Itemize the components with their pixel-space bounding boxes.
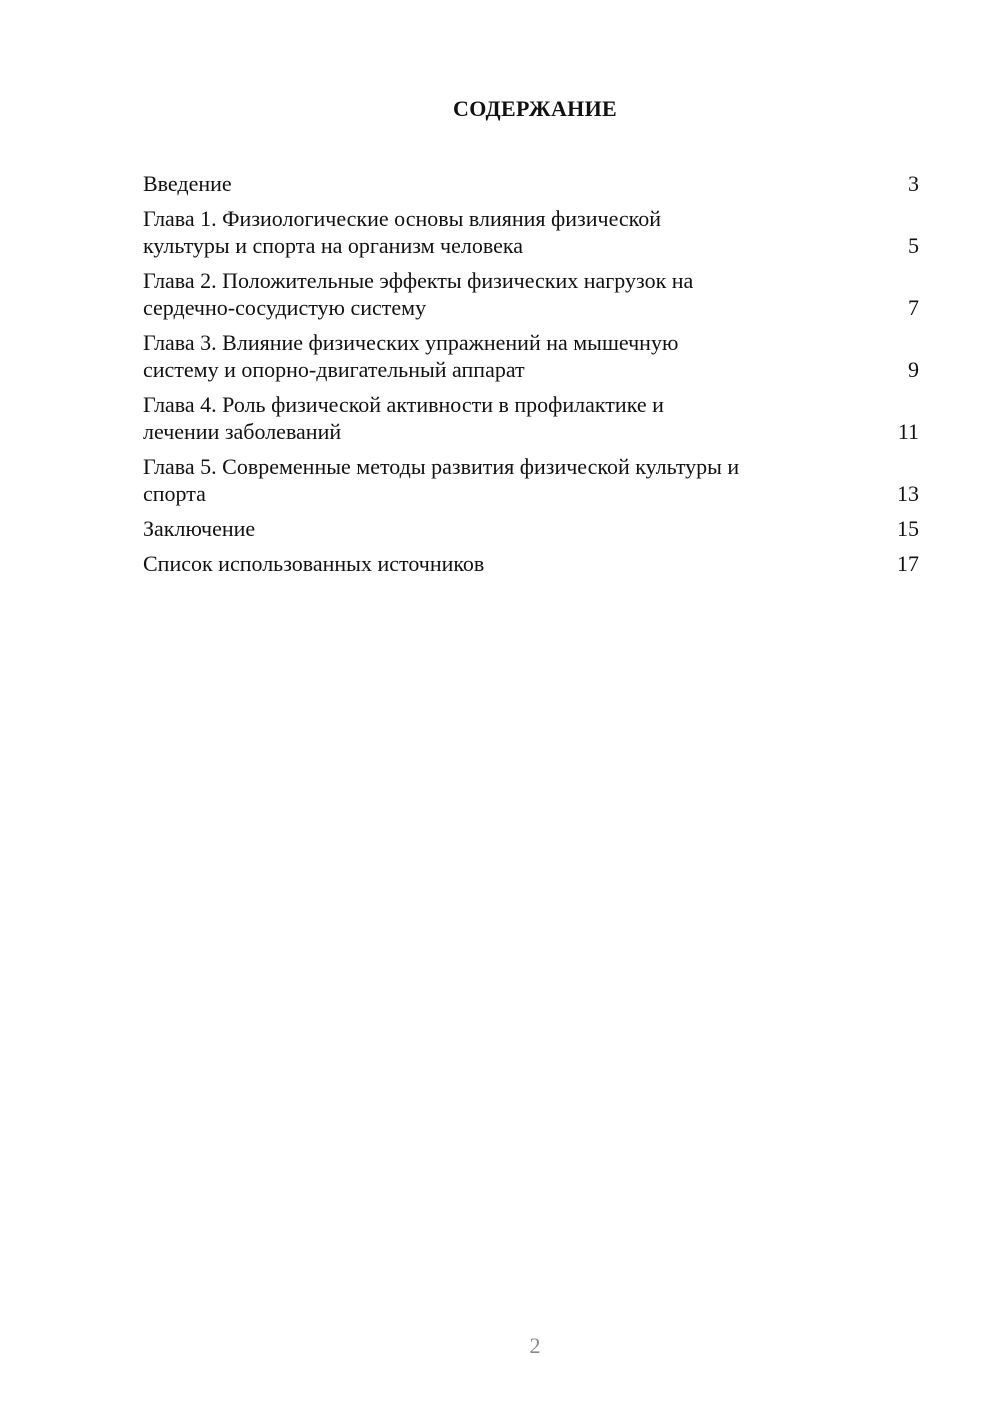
toc-entry-introduction [143, 170, 919, 197]
toc-entry-title: Заключение [143, 516, 256, 541]
toc-entry-references [143, 550, 919, 577]
toc-entry-page: 5 [908, 233, 919, 258]
toc-entry-chapter-5 [143, 453, 919, 507]
toc-entry-title: Глава 3. Влияние физических упражнений на мышечную систему и опорно-двигательный аппарат [143, 330, 679, 382]
toc-entry-title: Введение [143, 171, 232, 196]
toc-entry-title: Глава 1. Физиологические основы влияния физической культуры и спорта на организм человека [143, 206, 662, 258]
toc-entry-title: Глава 5. Современные методы развития физической культуры и спорта [143, 454, 740, 506]
toc-entry-title: Список использованных источников [143, 551, 485, 576]
page-number: 2 [529, 1333, 541, 1358]
toc-entry-page: 17 [897, 551, 919, 576]
toc-entry-chapter-4 [143, 391, 919, 445]
toc-entry-title: Глава 2. Положительные эффекты физических нагрузок на сердечно-сосудистую систему [143, 268, 694, 320]
toc-entry-page: 13 [897, 481, 919, 506]
table-of-contents [143, 170, 919, 585]
toc-entry-chapter-1 [143, 205, 919, 259]
toc-entry-page: 3 [908, 171, 919, 196]
toc-entry-title: Глава 4. Роль физической активности в профилактике и лечении заболеваний [143, 392, 664, 444]
toc-entry-page: 11 [897, 419, 919, 444]
toc-entry-chapter-3 [143, 329, 919, 383]
toc-entry-page: 9 [908, 357, 919, 382]
toc-entry-page: 15 [897, 516, 919, 541]
toc-entry-conclusion [143, 515, 919, 542]
toc-entry-chapter-2 [143, 267, 919, 321]
page-title: СОДЕРЖАНИЕ [453, 96, 617, 121]
toc-entry-page: 7 [908, 295, 919, 320]
